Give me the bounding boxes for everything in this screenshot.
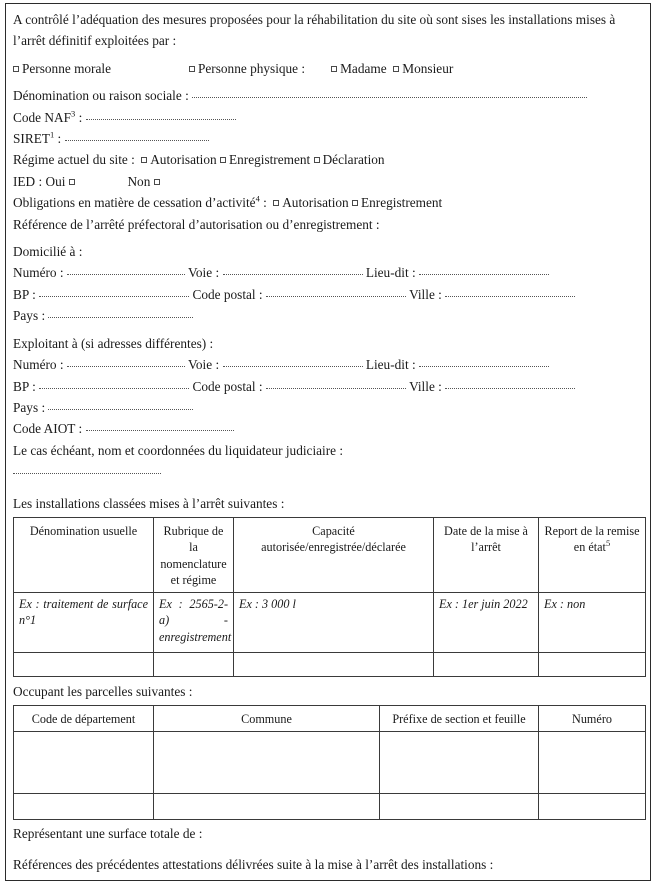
siret-input[interactable] [65, 129, 209, 141]
exploitant-line-3 [13, 397, 645, 418]
exploitant-pays-label: Pays : [13, 399, 46, 415]
cell-empty[interactable] [154, 793, 380, 819]
checkbox-regime-enregistrement[interactable] [220, 157, 226, 163]
obligations-colon: : [263, 195, 267, 211]
header-code-departement: Code de département [14, 706, 154, 732]
label-personne-morale: Personne morale [22, 60, 111, 76]
domicile-lieudit-input[interactable] [419, 263, 549, 275]
installations-label: Les installations classées mises à l’arrêt suivantes : [13, 495, 285, 511]
exploitant-bp-label: BP : [13, 378, 36, 394]
cell-empty[interactable] [539, 793, 646, 819]
domicile-voie-label: Voie : [188, 265, 220, 281]
references-row: Références des précédentes attestations délivrées suite à la mise à l’arrêt des installations : [13, 857, 494, 873]
exploitant-codepostal-input[interactable] [266, 377, 406, 389]
checkbox-regime-autorisation[interactable] [141, 157, 147, 163]
exploitant-voie-input[interactable] [223, 355, 363, 367]
table-header-row [14, 706, 646, 732]
obligations-row [13, 192, 645, 213]
exploitant-numero-label: Numéro : [13, 357, 64, 373]
header-capacite: Capacité autorisée/enregistrée/déclarée [234, 517, 434, 592]
document-content [13, 9, 645, 885]
code-aiot-label: Code AIOT : [13, 421, 83, 437]
cell-empty[interactable] [234, 652, 434, 676]
siret-footnote: 1 [49, 129, 55, 140]
exploitant-codepostal-label: Code postal : [192, 378, 263, 394]
exploitant-bp-input[interactable] [39, 377, 189, 389]
domicile-line-3 [13, 305, 645, 326]
exploitant-line-1 [13, 354, 645, 375]
checkbox-personne-physique[interactable] [189, 66, 195, 72]
domicile-numero-input[interactable] [67, 263, 185, 275]
table-row-example [14, 592, 646, 652]
surface-totale-row: Représentant une surface totale de : [13, 825, 203, 841]
spacer [13, 844, 645, 854]
domicile-lieudit-label: Lieu-dit : [365, 265, 416, 281]
domicile-ville-input[interactable] [445, 285, 575, 297]
references-input-row [13, 876, 645, 885]
code-aiot-input[interactable] [86, 419, 234, 431]
checkbox-monsieur[interactable] [393, 66, 399, 72]
label-madame: Madame [340, 60, 387, 76]
cell-empty[interactable] [154, 731, 380, 793]
domicile-bp-label: BP : [13, 286, 36, 302]
label-ied-non: Non [127, 173, 151, 189]
siret-row [13, 128, 645, 149]
exploitant-line-2 [13, 376, 645, 397]
cell-example-report: Ex : non [539, 592, 646, 652]
exploitant-ville-input[interactable] [445, 377, 575, 389]
entity-type-row [13, 58, 645, 79]
exploitant-ville-label: Ville : [409, 378, 442, 394]
header-report-remise-etat [539, 517, 646, 592]
checkbox-ied-oui[interactable] [69, 179, 75, 185]
parcelles-label: Occupant les parcelles suivantes : [13, 683, 193, 699]
cell-empty[interactable] [380, 731, 539, 793]
regime-label: Régime actuel du site : [13, 152, 135, 168]
code-naf-colon: : [78, 109, 83, 125]
header-report-footnote: 5 [605, 538, 611, 549]
cell-example-rubrique: Ex : 2565-2-a) - enregistrement [154, 592, 234, 652]
domicile-pays-label: Pays : [13, 308, 46, 324]
ied-row [13, 171, 645, 192]
regime-row [13, 149, 645, 170]
exploitant-voie-label: Voie : [188, 357, 220, 373]
checkbox-regime-declaration[interactable] [314, 157, 320, 163]
cell-empty[interactable] [14, 793, 154, 819]
header-report-remise-etat-text: Report de la remise en état [544, 523, 640, 555]
intro-paragraph: A contrôlé l’adéquation des mesures proposées pour la réhabilitation du site où sont sises les installations mises à l’arrêt définitif exploitées par : [13, 12, 616, 49]
domicile-line-2 [13, 284, 645, 305]
label-obligations-autorisation: Autorisation [282, 195, 349, 211]
code-naf-label: Code NAF [13, 109, 71, 125]
installations-table [13, 517, 646, 677]
table-row-empty [14, 652, 646, 676]
label-regime-autorisation: Autorisation [150, 152, 217, 168]
denomination-label: Dénomination ou raison sociale : [13, 88, 189, 104]
cell-empty[interactable] [434, 652, 539, 676]
obligations-footnote: 4 [255, 193, 260, 204]
header-prefixe-section-feuille: Préfixe de section et feuille [380, 706, 539, 732]
label-monsieur: Monsieur [402, 60, 454, 76]
checkbox-personne-morale[interactable] [13, 66, 19, 72]
domicile-line-1 [13, 262, 645, 283]
label-regime-enregistrement: Enregistrement [229, 152, 311, 168]
domicile-codepostal-label: Code postal : [192, 286, 263, 302]
exploitant-heading: Exploitant à (si adresses différentes) : [13, 335, 214, 351]
spacer [13, 483, 645, 489]
code-aiot-row [13, 418, 645, 439]
table-header-row [14, 517, 646, 592]
cell-empty[interactable] [539, 731, 646, 793]
label-personne-physique: Personne physique : [198, 60, 306, 76]
checkbox-madame[interactable] [331, 66, 337, 72]
cell-empty[interactable] [539, 652, 646, 676]
siret-colon: : [57, 131, 62, 147]
domicile-pays-input[interactable] [48, 306, 193, 318]
checkbox-ied-non[interactable] [154, 179, 160, 185]
table-row-empty [14, 793, 646, 819]
header-commune: Commune [154, 706, 380, 732]
label-obligations-enregistrement: Enregistrement [361, 195, 443, 211]
label-regime-declaration: Déclaration [322, 152, 385, 168]
denomination-input[interactable] [192, 86, 587, 98]
header-date-mise-arret: Date de la mise à l’arrêt [434, 517, 539, 592]
exploitant-pays-input[interactable] [48, 398, 193, 410]
obligations-label: Obligations en matière de cessation d’activité [13, 195, 256, 211]
ied-label: IED : [13, 173, 43, 189]
domicile-voie-input[interactable] [223, 263, 363, 275]
cell-empty[interactable] [380, 793, 539, 819]
cell-empty[interactable] [14, 652, 154, 676]
code-naf-row [13, 107, 645, 128]
cell-empty[interactable] [14, 731, 154, 793]
code-naf-footnote: 3 [71, 108, 76, 119]
header-numero: Numéro [539, 706, 646, 732]
header-rubrique-nomenclature: Rubrique de la nomenclature et régime [154, 517, 234, 592]
domicile-ville-label: Ville : [409, 286, 442, 302]
cell-empty[interactable] [154, 652, 234, 676]
cell-example-denomination: Ex : traitement de surface n°1 [14, 592, 154, 652]
references-input[interactable] [13, 877, 161, 885]
liquidateur-row: Le cas échéant, nom et coordonnées du liquidateur judiciaire : [13, 442, 344, 458]
table-row-empty [14, 731, 646, 793]
liquidateur-input[interactable] [13, 462, 161, 474]
checkbox-obligations-autorisation[interactable] [273, 200, 279, 206]
checkbox-obligations-enregistrement[interactable] [352, 200, 358, 206]
label-ied-oui: Oui [45, 173, 66, 189]
domicile-numero-label: Numéro : [13, 265, 64, 281]
reference-arrete-row: Référence de l’arrêté préfectoral d’autorisation ou d’enregistrement : [13, 216, 380, 232]
exploitant-numero-input[interactable] [67, 355, 185, 367]
domicile-codepostal-input[interactable] [266, 285, 406, 297]
cell-example-capacite: Ex : 3 000 l [234, 592, 434, 652]
exploitant-lieudit-input[interactable] [419, 355, 549, 367]
parcelles-table [13, 705, 646, 820]
exploitant-lieudit-label: Lieu-dit : [365, 357, 416, 373]
cell-example-date: Ex : 1er juin 2022 [434, 592, 539, 652]
denomination-row [13, 85, 645, 106]
header-denomination-usuelle: Dénomination usuelle [14, 517, 154, 592]
domicile-heading: Domicilié à : [13, 244, 83, 260]
siret-label: SIRET [13, 131, 50, 147]
liquidateur-input-row [13, 461, 645, 482]
domicile-bp-input[interactable] [39, 285, 189, 297]
code-naf-input[interactable] [86, 108, 236, 120]
